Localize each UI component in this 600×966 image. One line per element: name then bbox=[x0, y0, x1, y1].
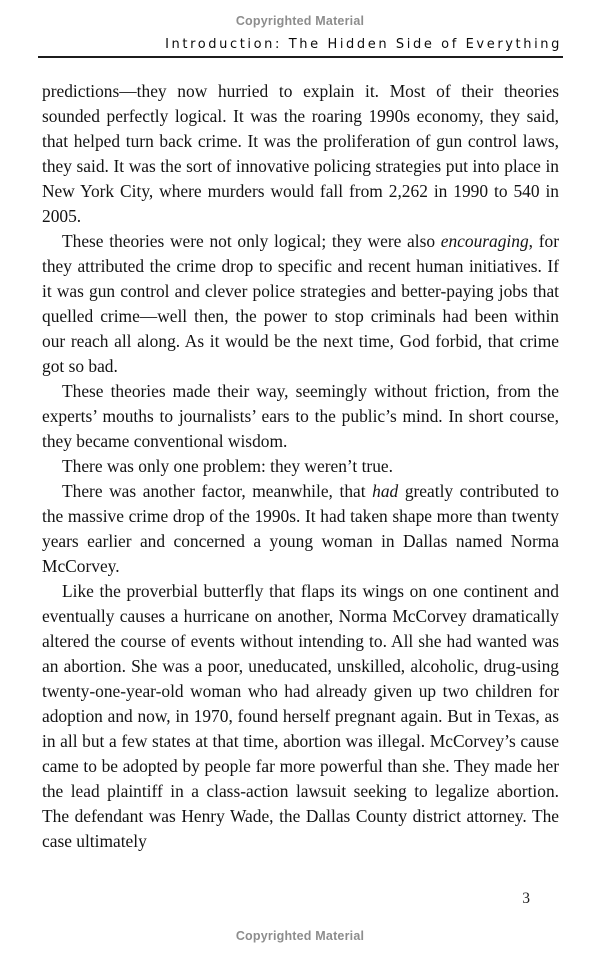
header-rule bbox=[38, 56, 563, 58]
running-head: Introduction: The Hidden Side of Everything bbox=[165, 37, 562, 52]
paragraph bbox=[42, 229, 559, 379]
paragraph bbox=[42, 79, 559, 229]
text-run: These theories were not only logical; they were also bbox=[62, 231, 441, 251]
text-run: Like the proverbial butterfly that flaps its wings on one continent and eventually causes a hurricane on another, Norma McCorvey dramatically altered the course of events without intending to. All she had wanted was an abortion. She was a poor, uneducated, unskilled, alcoholic, drug-using twenty-one-year-old woman who had already given up two children for adoption and now, in 1970, found herself pregnant again. But in Texas, as in all but a few states at that time, abortion was illegal. McCorvey’s cause came to be adopted by people far more powerful than she. They made her the lead plaintiff in a class-action lawsuit seeking to legalize abortion. The defendant was Henry Wade, the Dallas County district attorney. The case ultimately bbox=[42, 581, 559, 851]
text-run: There was another factor, meanwhile, that bbox=[62, 481, 373, 501]
text-run: greatly contributed to the massive crime drop of the 1990s. It had taken shape more than twenty years earlier and concerned a young woman in Dallas named Norma McCorvey. bbox=[42, 481, 559, 576]
text-run: These theories made their way, seemingly without friction, from the experts’ mouths to journalists’ ears to the public’s mind. In short course, they became conventional wisdom. bbox=[42, 381, 559, 451]
paragraph bbox=[42, 479, 559, 579]
paragraph bbox=[42, 579, 559, 854]
body-text bbox=[42, 79, 559, 854]
text-run: , for they attributed the crime drop to specific and recent human initiatives. If it was gun control and clever police strategies and better-paying jobs that quelled crime—well then, the power to stop criminals had been within our reach all along. As it would be the next time, God forbid, that crime got so bad. bbox=[42, 231, 559, 376]
text-run: There was only one problem: they weren’t true. bbox=[62, 456, 393, 476]
text-run: predictions—they now hurried to explain it. Most of their theories sounded perfectly logical. It was the roaring 1990s economy, they said, that helped turn back crime. It was the proliferation of gun control laws, they said. It was the sort of innovative policing strategies put into place in New York City, where murders would fall from 2,262 in 1990 to 540 in 2005. bbox=[42, 81, 559, 226]
italic-text: encouraging bbox=[440, 231, 529, 251]
paragraph bbox=[42, 379, 559, 454]
page-number: 3 bbox=[522, 890, 530, 907]
italic-text: had bbox=[372, 481, 399, 501]
paragraph bbox=[42, 454, 559, 479]
footer-copyright-notice: Copyrighted Material bbox=[235, 929, 365, 943]
header-copyright-notice: Copyrighted Material bbox=[235, 14, 365, 28]
